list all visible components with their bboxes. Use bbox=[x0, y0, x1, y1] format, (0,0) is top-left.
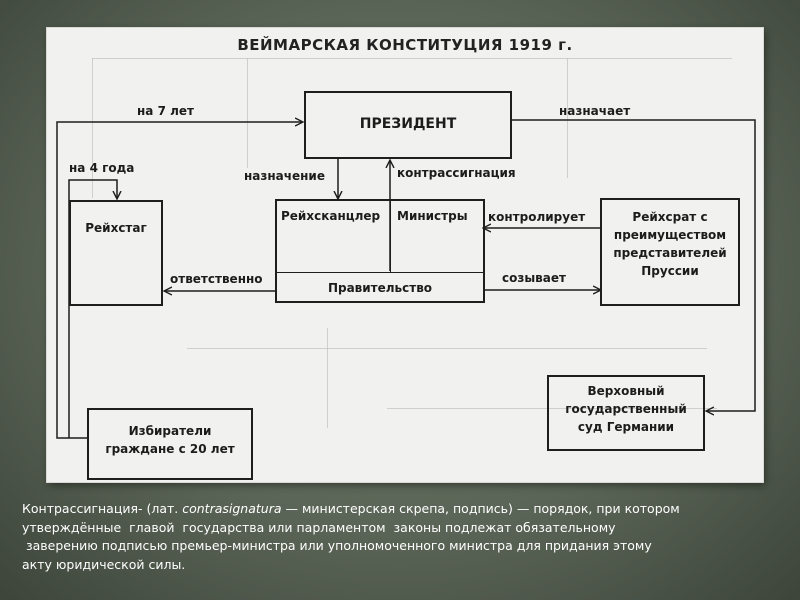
caption-latin-term: contrasignatura bbox=[182, 501, 282, 516]
edge-label-appoints: назначает bbox=[559, 104, 631, 118]
caption-part-2: — министерская скрепа, подпись) — порядок, при котором bbox=[281, 501, 680, 516]
caption-line-4: акту юридической силы. bbox=[22, 556, 186, 572]
caption-line-3: заверению подписью премьер-министра или уполномоченного министра для придания этому bbox=[22, 538, 652, 553]
court-line-2: государственный bbox=[565, 402, 687, 416]
caption-part-1: Контрассигнация- (лат. bbox=[22, 501, 183, 516]
caption-line-2: утверждённые главой государства или парламентом законы подлежат обязательному bbox=[22, 519, 616, 535]
diagram-title: ВЕЙМАРСКАЯ КОНСТИТУЦИЯ 1919 г. bbox=[237, 36, 573, 54]
ministers-label: Министры bbox=[397, 209, 468, 223]
reichsrat-line-2: преимуществом bbox=[613, 228, 727, 242]
voters-line-1: Избиратели bbox=[128, 424, 212, 438]
reichsrat-line-4: Пруссии bbox=[641, 264, 699, 278]
court-line-3: суд Германии bbox=[577, 420, 675, 434]
chancellor-label: Рейхсканцлер bbox=[281, 209, 381, 223]
reichstag-box bbox=[69, 200, 163, 306]
edge-label-responsible: ответственно bbox=[170, 272, 263, 286]
voters-line-2: граждане с 20 лет bbox=[105, 442, 235, 456]
government-label: Правительство bbox=[327, 281, 433, 295]
reichsrat-line-3: представителей bbox=[613, 246, 727, 260]
diagram-paper bbox=[47, 28, 763, 482]
edge-label-convenes: созывает bbox=[502, 271, 566, 285]
countersignature-definition bbox=[22, 500, 782, 574]
reichstag-label: Рейхстаг bbox=[85, 221, 147, 235]
court-line-1: Верховный bbox=[587, 384, 665, 398]
edge-label-seven-years: на 7 лет bbox=[137, 104, 194, 118]
edge-label-four-years: на 4 года bbox=[69, 161, 135, 175]
president-label: ПРЕЗИДЕНТ bbox=[359, 116, 457, 132]
edge-label-controls: контролирует bbox=[488, 210, 586, 224]
edge-label-appointment: назначение bbox=[244, 169, 325, 183]
reichsrat-line-1: Рейхсрат с bbox=[632, 210, 708, 224]
edge-label-countersign: контрассигнация bbox=[397, 166, 516, 180]
